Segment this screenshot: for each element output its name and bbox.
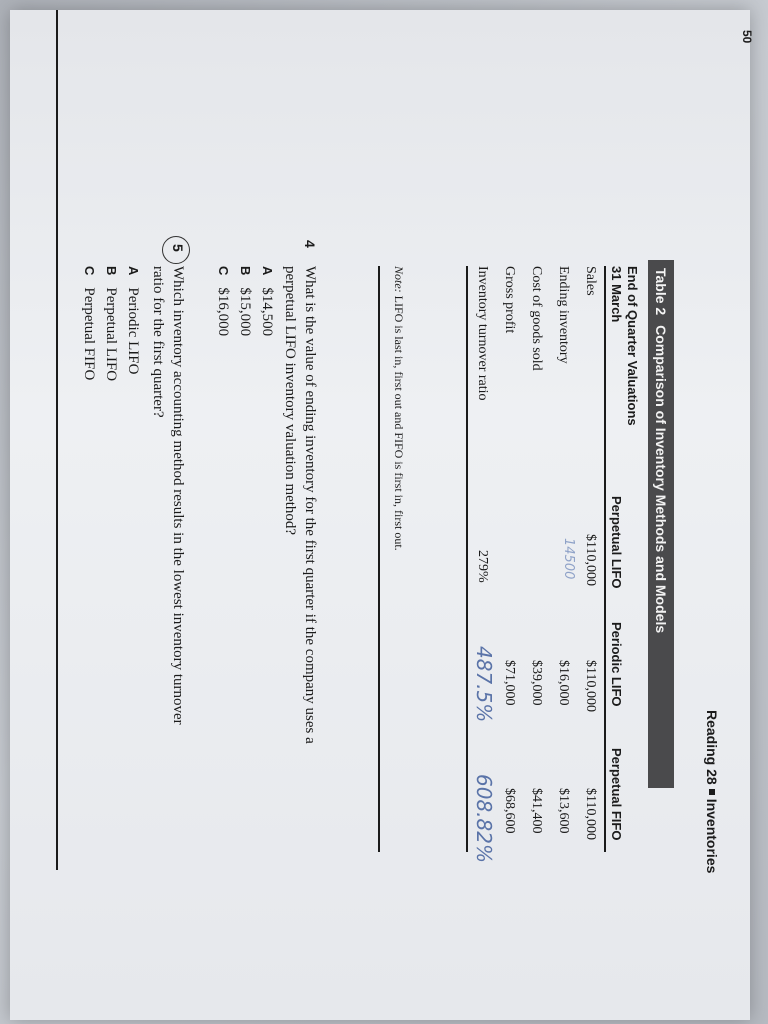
column-header-perpetual-lifo: Perpetual LIFO	[609, 496, 624, 589]
question-4-option-a	[258, 266, 276, 336]
square-bullet-icon	[709, 789, 715, 795]
question-5-option-b	[102, 266, 120, 381]
textbook-page	[38, 10, 758, 1010]
table-note	[391, 266, 406, 551]
handwritten-turnover-fifo: 608.82%	[472, 774, 496, 863]
row-label-turnover: Inventory turnover ratio	[475, 266, 490, 401]
row-label-cogs: Cost of goods sold	[529, 266, 544, 371]
row-label-sales: Sales	[583, 266, 598, 296]
handwritten-ending-inventory: 14500	[561, 538, 576, 580]
option-letter: B	[104, 266, 119, 276]
column-header-periodic-lifo: Periodic LIFO	[609, 622, 624, 707]
question-5-text-line1: Which inventory accounting method results in the lowest inventory turnover	[170, 266, 186, 725]
bottom-rule	[57, 10, 59, 870]
note-prefix: Note:	[392, 266, 406, 293]
table-title-bar	[648, 260, 674, 788]
question-4-text-line2: perpetual LIFO inventory valuation method?	[282, 266, 298, 536]
row-label-ending-inventory: Ending inventory	[556, 266, 571, 364]
cell-gross-profit-perpetual-fifo: $68,600	[502, 788, 517, 834]
option-letter: C	[82, 266, 97, 276]
table-bottom-rule	[467, 266, 469, 852]
option-text: Perpetual FIFO	[81, 287, 97, 381]
option-letter: A	[126, 266, 141, 276]
cell-ending-inventory-perpetual-fifo: $13,600	[556, 788, 571, 834]
question-5-option-a	[124, 266, 142, 374]
option-text: $15,000	[237, 287, 253, 337]
page-number: 50	[740, 30, 754, 44]
cell-sales-perpetual-fifo: $110,000	[583, 788, 598, 840]
table-header-line1: End of Quarter Valuations	[625, 266, 640, 426]
cell-sales-perpetual-lifo: $110,000	[583, 534, 598, 586]
cell-ending-inventory-periodic-lifo: $16,000	[556, 660, 571, 706]
question-5-text-line2: ratio for the first quarter?	[150, 266, 166, 418]
question-5-number: 5	[170, 244, 186, 252]
question-4-option-c	[214, 266, 232, 336]
question-4-option-b	[236, 266, 254, 336]
reading-label: Reading 28	[704, 710, 720, 785]
option-text: Periodic LIFO	[125, 287, 141, 375]
option-letter: B	[238, 266, 253, 276]
handwritten-turnover-periodic: 487.5%	[472, 646, 496, 723]
option-text: $16,000	[215, 287, 231, 337]
cell-gross-profit-periodic-lifo: $71,000	[502, 660, 517, 706]
cell-turnover-perpetual-lifo: 279%	[475, 550, 490, 583]
option-text: Perpetual LIFO	[103, 287, 119, 382]
note-text: LIFO is last in, first out and FIFO is first in, first out.	[392, 292, 406, 551]
question-4-text-line1: What is the value of ending inventory for the first quarter if the company uses a	[302, 266, 318, 744]
row-label-gross-profit: Gross profit	[502, 266, 517, 334]
cell-cogs-periodic-lifo: $39,000	[529, 660, 544, 706]
cell-cogs-perpetual-fifo: $41,400	[529, 788, 544, 834]
question-5-option-c	[80, 266, 98, 380]
column-header-perpetual-fifo: Perpetual FIFO	[609, 748, 624, 841]
option-letter: C	[216, 266, 231, 276]
option-text: $14,500	[259, 287, 275, 337]
header-rule	[604, 266, 606, 852]
reading-topic: Inventories	[704, 798, 720, 874]
cell-sales-periodic-lifo: $110,000	[583, 660, 598, 712]
table-label: Table 2	[653, 268, 669, 316]
note-rule	[379, 266, 381, 852]
question-4-number: 4	[302, 240, 318, 248]
table-title: Comparison of Inventory Methods and Models	[653, 325, 669, 634]
running-head	[704, 710, 720, 873]
table-header-line2: 31 March	[609, 266, 624, 323]
option-letter: A	[260, 266, 275, 276]
